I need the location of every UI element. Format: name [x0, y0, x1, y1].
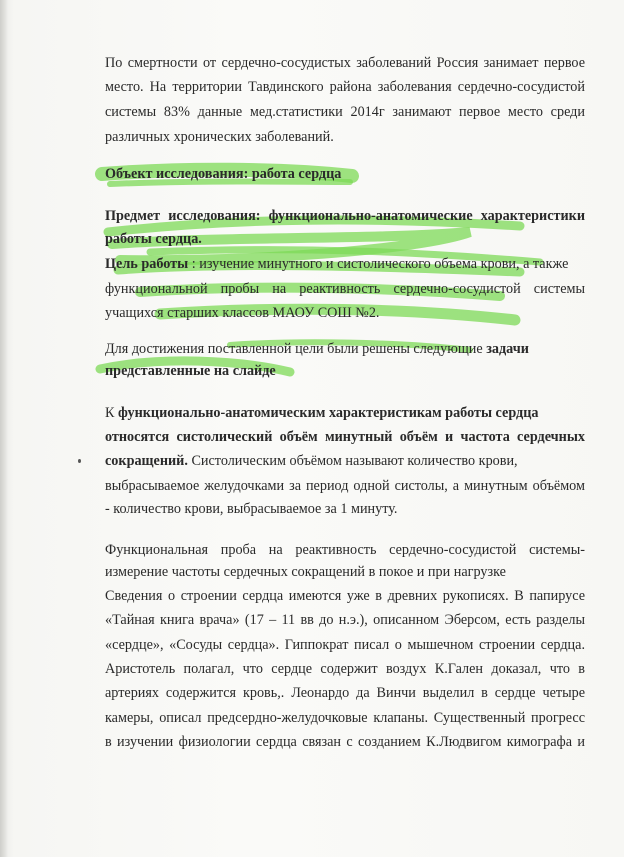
- characteristics-l1-bold: функционально-анатомическим характеристикам работы сердца: [118, 405, 539, 421]
- subject-line2: работы сердца.: [105, 231, 202, 247]
- scan-speck: [78, 459, 81, 463]
- characteristics-line3: [105, 452, 585, 470]
- page-edge-shadow: [0, 0, 8, 857]
- tasks-bold-word: задачи: [486, 341, 529, 357]
- characteristics-line2: относятся систолический объём минутный объём и частота сердечных: [105, 429, 585, 445]
- paragraph1-line3: системы 83% данные мед.статистики 2014г занимают первое место среди: [105, 104, 585, 120]
- goal-line1-rest: : изучение минутного и систолического объема крови, а также: [188, 256, 569, 272]
- characteristics-line1: [105, 404, 585, 422]
- history-line5: артериях содержится кровь,. Леонардо да Винчи выделил в сердце четыре: [105, 685, 585, 701]
- goal-line1: [105, 255, 585, 273]
- characteristics-l1-plain: К: [105, 405, 119, 421]
- paragraph1-line4: различных хронических заболеваний.: [105, 129, 334, 145]
- functional-test-line1: Функциональная проба на реактивность сердечно-сосудистой системы-: [105, 542, 585, 558]
- goal-line2: функциональной пробы на реактивность сердечно-сосудистой системы: [105, 281, 585, 297]
- history-line3: «сердце», «Сосуды сердца». Гиппократ писал о мышечном строении сердца.: [105, 637, 585, 653]
- object-of-study: Объект исследования: работа сердца: [105, 166, 342, 182]
- history-line4: Аристотель полагал, что сердце содержит воздух К.Гален доказал, что в: [105, 661, 585, 677]
- history-line1: Сведения о строении сердца имеются уже в древних рукописях. В папирусе: [105, 588, 585, 604]
- history-line6: камеры, описал предсердно-желудочковые клапаны. Существенный прогресс: [105, 710, 585, 726]
- paragraph1-line2: место. На территории Тавдинского района заболевания сердечно-сосудистой: [105, 79, 585, 95]
- history-line7: в изучении физиологии сердца связан с созданием К.Людвигом кимографа и: [105, 734, 585, 750]
- tasks-line1-plain: Для достижения поставленной цели были решены следующие: [105, 341, 487, 357]
- history-line2: «Тайная книга врача» (17 – 11 вв до н.э.), описанном Эберсом, есть разделы: [105, 612, 585, 628]
- characteristics-l3-plain: Систолическим объёмом называют количество крови,: [187, 453, 518, 469]
- subject-line1: Предмет исследования: функционально-анатомические характеристики: [105, 208, 585, 224]
- characteristics-line4: выбрасываемое желудочками за период одной систолы, а минутным объёмом: [105, 478, 585, 494]
- goal-line3: учащихся старших классов МАОУ СОШ №2.: [105, 305, 380, 321]
- characteristics-line5: - количество крови, выбрасываемое за 1 минуту.: [105, 501, 398, 517]
- functional-test-line2: измерение частоты сердечных сокращений в покое и при нагрузке: [105, 564, 506, 580]
- goal-label: Цель работы: [105, 256, 189, 272]
- tasks-line2: представленные на слайде: [105, 363, 276, 379]
- characteristics-l3-bold: сокращений.: [105, 453, 188, 469]
- tasks-line1: [105, 340, 585, 358]
- paragraph1-line1: По смертности от сердечно-сосудистых заболеваний Россия занимает первое: [105, 55, 585, 71]
